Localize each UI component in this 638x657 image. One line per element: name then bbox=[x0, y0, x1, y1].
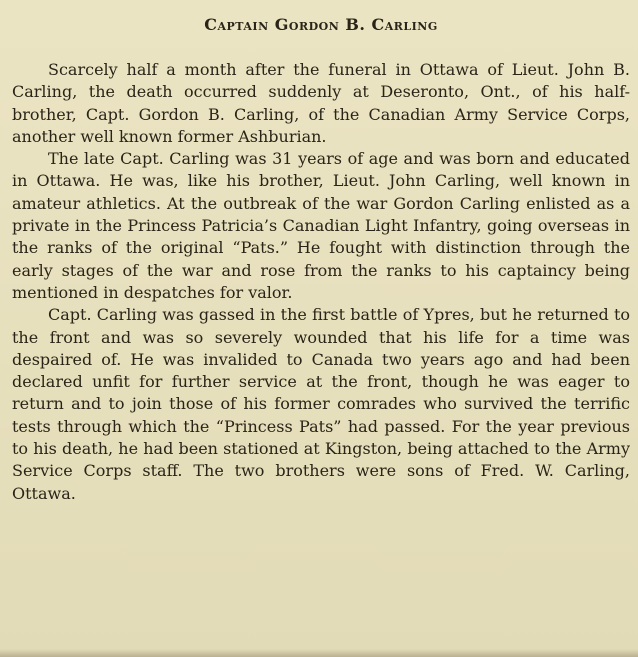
article-paragraph-1: Scarcely half a month after the funeral in Ottawa of Lieut. John B. Carling, the death occurred suddenly at Deseronto, Ont., of his half-brother, Capt. Gordon B. Carling, of the Canadian Army Service Corps, another well known former Ashburian. bbox=[12, 60, 630, 146]
article-paragraph-3: Capt. Carling was gassed in the first battle of Ypres, but he returned to the front and was so severely wounded that his life for a time was despaired of. He was invalided to Canada two years ago and had been declared unfit for further service at the front, though he was eager to return and to join those of his former comrades who survived the terrific tests through which the “Princess Pats” had passed. For the year previous to his death, he had been stationed at Kingston, being attached to the Army Service Corps staff. The two brothers were sons of Fred. W. Carling, Ottawa. bbox=[12, 305, 630, 503]
article-paragraph-2: The late Capt. Carling was 31 years of age and was born and educated in Ottawa. He was, like his brother, Lieut. John Carling, well known in amateur athletics. At the outbreak of the war Gordon Carling enlisted as a private in the Princess Patricia’s Canadian Light Infantry, going overseas in the ranks of the original “Pats.” He fought with distinction through the early stages of the war and rose from the ranks to his captaincy being mentioned in despatches for valor. bbox=[12, 149, 630, 302]
article-title: Captain Gordon B. Carling bbox=[204, 15, 438, 34]
page-bottom-edge bbox=[0, 649, 638, 657]
